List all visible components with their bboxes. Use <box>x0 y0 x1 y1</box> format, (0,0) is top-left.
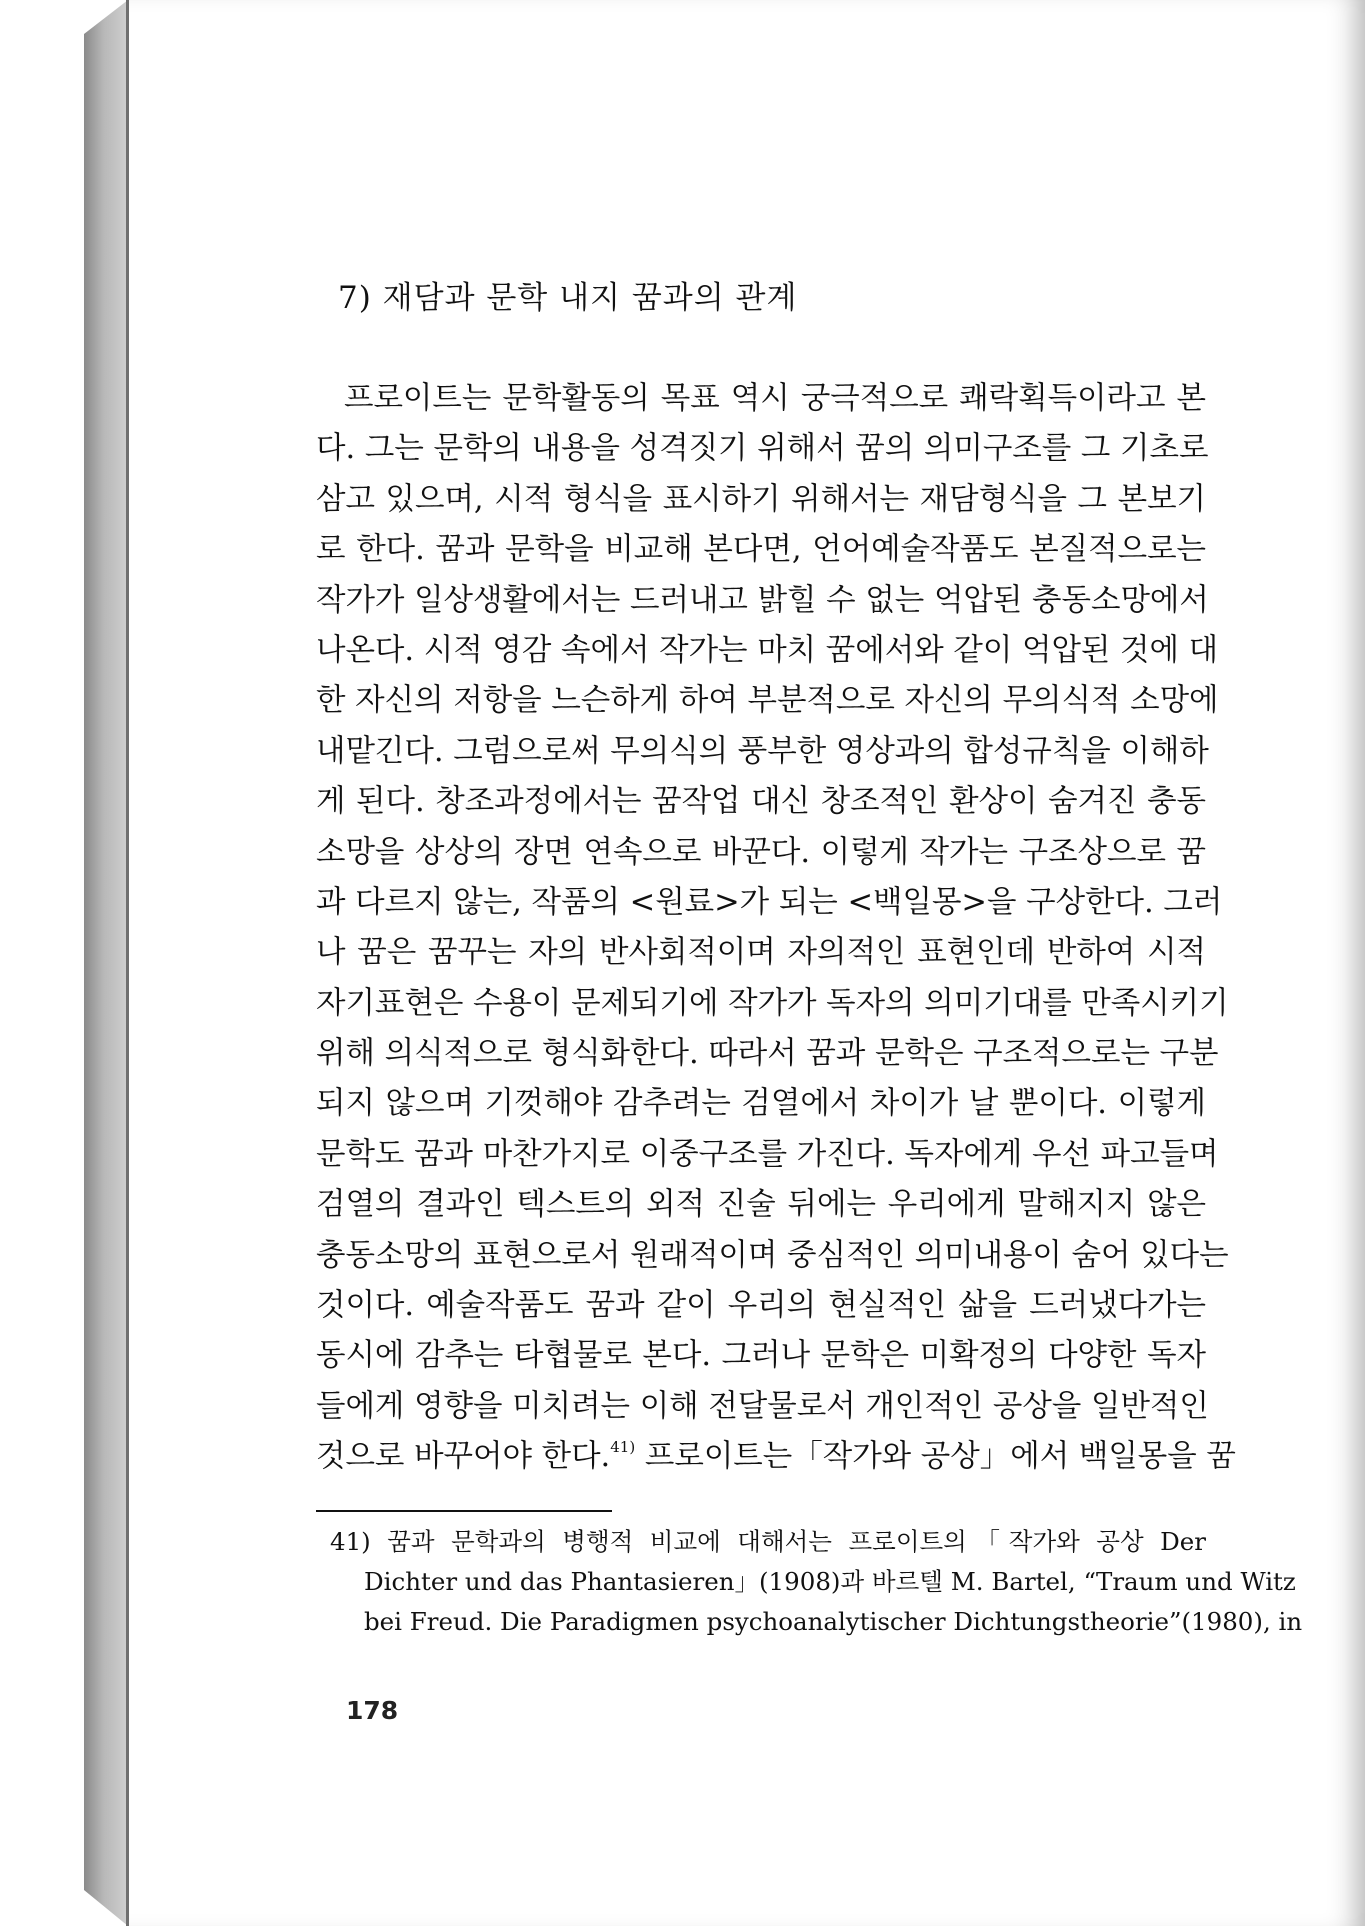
footnote-line: 41) 꿈과 문학과의 병행적 비교에 대해서는 프로이트의「작가와 공상 Der <box>330 1527 1206 1556</box>
page-number: 178 <box>346 1696 399 1725</box>
footnote-line: Dichter und das Phantasieren」(1908)과 바르텔 M. Bartel, “Traum und Witz <box>364 1567 1296 1596</box>
text-line: 게 된다. 창조과정에서는 꿈작업 대신 창조적인 환상이 숨겨진 충동 <box>316 784 1206 820</box>
text-line: 나온다. 시적 영감 속에서 작가는 마치 꿈에서와 같이 억압된 것에 대 <box>316 632 1219 668</box>
text-line: 나 꿈은 꿈꾸는 자의 반사회적이며 자의적인 표현인데 반하여 시적 <box>316 935 1206 971</box>
text-line: 것이다. 예술작품도 꿈과 같이 우리의 현실적인 삶을 드러냈다가는 <box>316 1288 1206 1324</box>
text-line: 과 다르지 않는, 작품의 <원료>가 되는 <백일몽>을 구상한다. 그러 <box>316 884 1223 920</box>
footnotes <box>330 1522 1303 1642</box>
text-line: 충동소망의 표현으로서 원래적이며 중심적인 의미내용이 숨어 있다는 <box>316 1237 1229 1273</box>
text-line: 프로이트는 문학활동의 목표 역시 궁극적으로 쾌락획득이라고 본 <box>344 381 1206 416</box>
text-segment: 것으로 바꾸어야 한다. <box>316 1439 611 1475</box>
footnote-line: bei Freud. Die Paradigmen psychoanalytischer Dichtungstheorie”(1980), in <box>364 1607 1303 1636</box>
text-line: 소망을 상상의 장면 연속으로 바꾼다. 이렇게 작가는 구조상으로 꿈 <box>316 834 1206 870</box>
text-line-last <box>316 1432 1236 1482</box>
text-line: 되지 않으며 기껏해야 감추려는 검열에서 차이가 날 뿐이다. 이렇게 <box>316 1086 1206 1122</box>
text-line: 내맡긴다. 그럼으로써 무의식의 풍부한 영상과의 합성규칙을 이해하 <box>316 733 1209 769</box>
text-line: 검열의 결과인 텍스트의 외적 진술 뒤에는 우리에게 말해지지 않은 <box>316 1187 1206 1223</box>
text-line: 동시에 감추는 타협물로 본다. 그러나 문학은 미확정의 다양한 독자 <box>316 1338 1206 1374</box>
text-line: 다. 그는 문학의 내용을 성격짓기 위해서 꿈의 의미구조를 그 기초로 <box>316 431 1209 467</box>
body-text <box>316 374 1236 1483</box>
text-line: 작가가 일상생활에서는 드러내고 밝힐 수 없는 억압된 충동소망에서 <box>316 582 1209 618</box>
text-line: 로 한다. 꿈과 문학을 비교해 본다면, 언어예술작품도 본질적으로는 <box>316 532 1206 568</box>
text-segment: 프로이트는「작가와 공상」에서 백일몽을 꿈 <box>635 1439 1236 1475</box>
footnote-divider <box>316 1510 612 1512</box>
text-line: 삼고 있으며, 시적 형식을 표시하기 위해서는 재담형식을 그 본보기 <box>316 481 1206 517</box>
footnote-reference: 41) <box>610 1438 636 1457</box>
text-line: 한 자신의 저항을 느슨하게 하여 부분적으로 자신의 무의식적 소망에 <box>316 683 1219 719</box>
text-line: 문학도 꿈과 마찬가지로 이중구조를 가진다. 독자에게 우선 파고들며 <box>316 1136 1219 1172</box>
book-spine <box>84 0 128 1926</box>
section-heading: 7) 재담과 문학 내지 꿈과의 관계 <box>338 280 798 316</box>
text-line: 자기표현은 수용이 문제되기에 작가가 독자의 의미기대를 만족시키기 <box>316 985 1229 1021</box>
text-line: 위해 의식적으로 형식화한다. 따라서 꿈과 문학은 구조적으로는 구분 <box>316 1036 1219 1072</box>
text-line: 들에게 영향을 미치려는 이해 전달물로서 개인적인 공상을 일반적인 <box>316 1388 1209 1424</box>
